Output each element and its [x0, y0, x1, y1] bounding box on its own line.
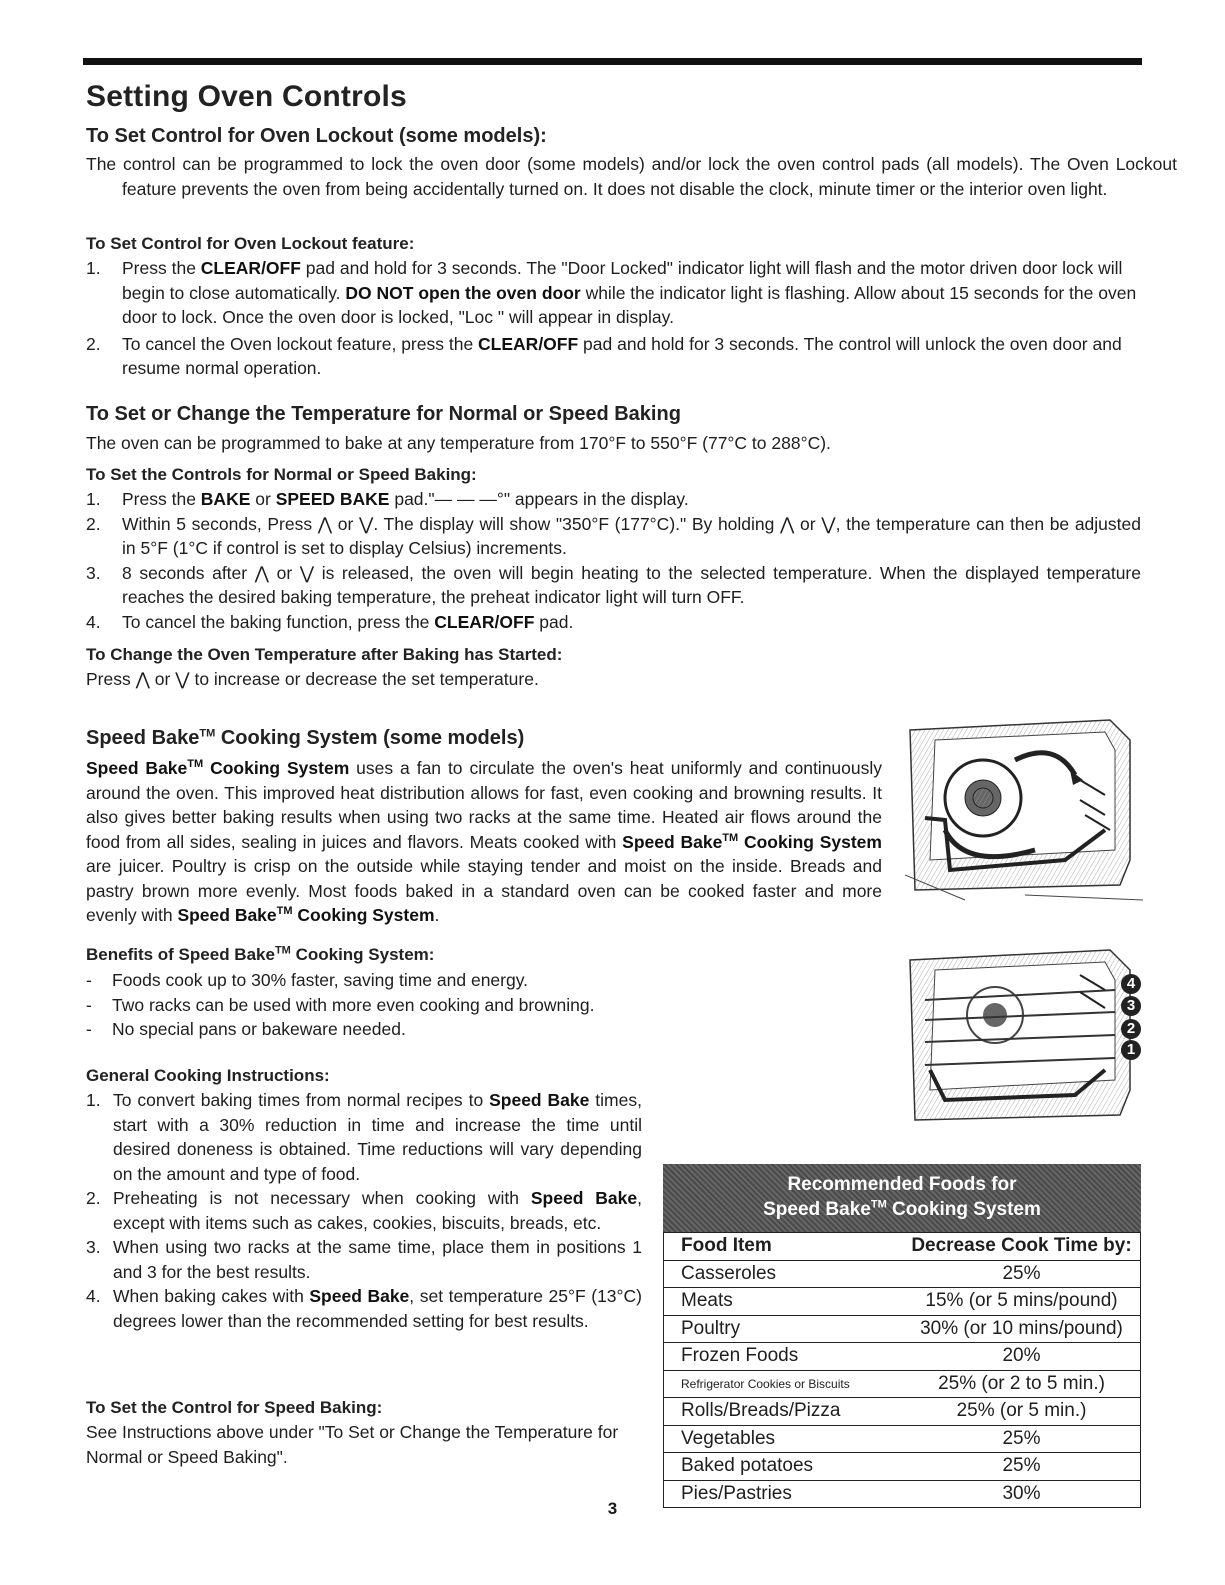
list-item: 4. To cancel the baking function, press the CLEAR/OFF pad.	[86, 611, 574, 632]
col-food-header: Food Item	[664, 1233, 904, 1261]
col-time-header: Decrease Cook Time by:	[903, 1233, 1141, 1261]
speedbake-heading: Speed Bake™ Cooking System (some models)	[86, 727, 525, 749]
general-heading: General Cooking Instructions:	[86, 1066, 330, 1085]
list-item: - No special pans or bakeware needed.	[86, 1019, 406, 1039]
table-row: Casseroles 25%	[664, 1260, 1141, 1288]
list-item: 2. Preheating is not necessary when cooking with Speed Bake, except with items such as cakes, cookies, biscuits, breads, etc.	[86, 1188, 642, 1233]
oven-airflow-illustration	[905, 700, 1143, 910]
top-rule	[83, 58, 1142, 65]
lockout-intro: The control can be programmed to lock the oven door (some models) and/or lock the oven control pads (all models). The Oven Lockout feature prevents the oven from being accidentally turned on. It does not disable the clock, minute timer or the interior oven light.	[86, 154, 1177, 199]
rack-position-1-label: 1	[1121, 1040, 1141, 1060]
list-item: 1. To convert baking times from normal recipes to Speed Bake times, start with a 30% reduction in time and increase the time until desired doneness is obtained. Time reductions will vary depending on the amount and type of food.	[86, 1090, 642, 1184]
lockout-heading: To Set Control for Oven Lockout (some models):	[86, 125, 547, 147]
oven-rack-positions-illustration	[905, 930, 1143, 1140]
page-number: 3	[607, 1499, 618, 1518]
list-item: 2. Within 5 seconds, Press ⋀ or ⋁. The display will show "350°F (177°C)." By holding ⋀ or ⋁, the temperature can then be adjusted in 5°F (1°C if control is set to display Celsius) increments.	[86, 513, 1141, 558]
temperature-heading: To Set or Change the Temperature for Normal or Speed Baking	[86, 403, 681, 425]
list-item: 1. Press the BAKE or SPEED BAKE pad."— — —°" appears in the display.	[86, 489, 689, 509]
lockout-steps	[86, 256, 1141, 381]
table-row: Pies/Pastries 30%	[664, 1480, 1141, 1508]
list-item: 3. When using two racks at the same time, place them in positions 1 and 3 for the best results.	[86, 1237, 642, 1282]
page-title: Setting Oven Controls	[86, 80, 407, 113]
list-item: 4. When baking cakes with Speed Bake, set temperature 25°F (13°C) degrees lower than the recommended setting for best results.	[86, 1286, 643, 1331]
speedbake-description: Speed Bake™ Cooking System uses a fan to circulate the oven's heat uniformly and continuously around the oven. This improved heat distribution allows for fast, even cooking and browning results. It also gives better baking results when using two racks at the same time. Heated air flows around the food from all sides, sealing in juices and flavors. Meats cooked with Speed Bake™ Cooking System are juicer. Poultry is crisp on the outside while staying tender and moist on the inside. Breads and pastry brown more evenly. Most foods baked in a standard oven can be cooked faster and more evenly with Speed Bake™ Cooking System.	[86, 758, 883, 925]
list-item: - Two racks can be used with more even cooking and browning.	[86, 994, 595, 1015]
table-title: Recommended Foods for Speed Bake™ Cooking System	[663, 1164, 1141, 1232]
table-row: Vegetables 25%	[664, 1425, 1141, 1453]
table-row: Baked potatoes 25%	[664, 1453, 1141, 1481]
control-heading: To Set the Control for Speed Baking:	[86, 1398, 383, 1417]
lockout-subheading: To Set Control for Oven Lockout feature:	[86, 234, 415, 253]
rack-position-2-label: 2	[1121, 1019, 1141, 1039]
temperature-subheading: To Set the Controls for Normal or Speed Baking:	[86, 465, 477, 484]
change-temp-text: Press ⋀ or ⋁ to increase or decrease the set temperature.	[86, 669, 539, 689]
table-header-row	[664, 1233, 1141, 1261]
general-list	[86, 1088, 642, 1333]
list-item: 3. 8 seconds after ⋀ or ⋁ is released, the oven will begin heating to the selected temperature. When the displayed temperature reaches the desired baking temperature, the preheat indicator light will turn OFF.	[86, 562, 1141, 607]
temperature-steps	[86, 487, 1141, 634]
benefits-list	[86, 968, 686, 1042]
temperature-intro: The oven can be programmed to bake at any temperature from 170°F to 550°F (77°C to 288°C).	[86, 433, 831, 453]
table-row: Poultry 30% (or 10 mins/pound)	[664, 1315, 1141, 1343]
list-item: - Foods cook up to 30% faster, saving time and energy.	[86, 970, 529, 990]
rack-position-3-label: 3	[1121, 996, 1141, 1016]
table-row: Frozen Foods 20%	[664, 1343, 1141, 1371]
list-item: 2. To cancel the Oven lockout feature, press the CLEAR/OFF pad and hold for 3 seconds. The control will unlock the oven door and resume normal operation.	[86, 333, 1122, 378]
list-item: 1. Press the CLEAR/OFF pad and hold for 3 seconds. The "Door Locked" indicator light will flash and the motor driven door lock will begin to close automatically. DO NOT open the oven door while the indicator light is flashing. Allow about 15 seconds for the oven door to lock. Once the oven door is locked, "Loc " will appear in display.	[86, 258, 1137, 327]
rack-position-4-label: 4	[1121, 974, 1141, 994]
recommended-foods-table	[663, 1164, 1141, 1508]
table-row: Rolls/Breads/Pizza 25% (or 5 min.)	[664, 1398, 1141, 1426]
table-row: Refrigerator Cookies or Biscuits 25% (or 2 to 5 min.)	[664, 1370, 1141, 1398]
control-text: See Instructions above under "To Set or Change the Temperature for Normal or Speed Baking".	[86, 1422, 619, 1467]
foods-table	[663, 1232, 1141, 1508]
table-row: Meats 15% (or 5 mins/pound)	[664, 1288, 1141, 1316]
change-temp-heading: To Change the Oven Temperature after Baking has Started:	[86, 645, 563, 664]
benefits-heading: Benefits of Speed Bake™ Cooking System:	[86, 944, 435, 964]
